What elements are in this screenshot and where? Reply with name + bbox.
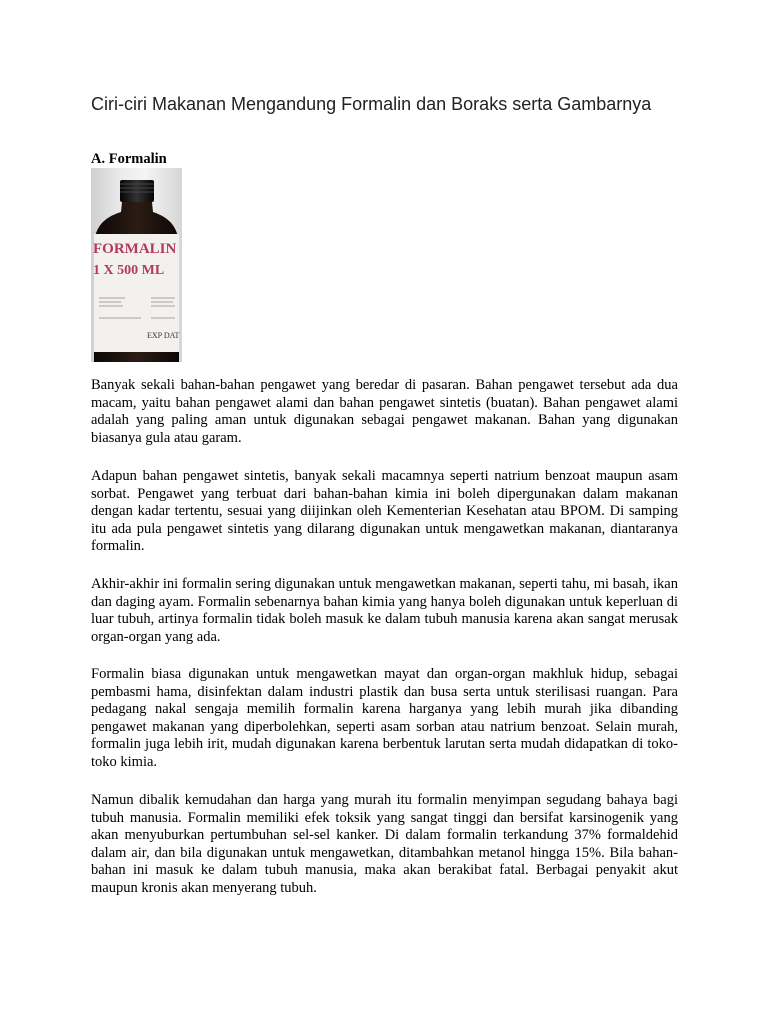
bottle-label-line1: FORMALIN [93, 241, 177, 257]
bottle-label-expiry: EXP DAT [147, 331, 180, 340]
paragraph-5: Namun dibalik kemudahan dan harga yang murah itu formalin menyimpan segudang bahaya bagi tubuh manusia. Formalin memiliki efek toksik yang sangat tinggi dan bersifat karsinogenik yang akan menyuburkan pertumbuhan sel-sel kanker. Di dalam formalin terkandung 37% formaldehid dalam air, dan bila digunakan untuk mengawetkan, ditambahkan metanol hingga 15%. Bila bahan-bahan ini masuk ke dalam tubuh manusia, maka akan berakibat fatal. Berbagai penyakit akut maupun kronis akan menyerang tubuh. [91, 792, 678, 896]
section-heading: A. Formalin [91, 151, 167, 167]
bottle-label-line2: 1 X 500 ML [93, 263, 165, 278]
bottle-cap [120, 180, 154, 202]
paragraph-1: Banyak sekali bahan-bahan pengawet yang beredar di pasaran. Bahan pengawet tersebut ada dua macam, yaitu bahan pengawet alami dan bahan pengawet sintetis (buatan). Bahan pengawet alami adalah yang paling aman untuk digunakan sebagai pengawet makanan. Bahan yang digunakan biasanya gula atau garam. [91, 377, 678, 446]
formalin-bottle-illustration [91, 168, 182, 362]
paragraph-2: Adapun bahan pengawet sintetis, banyak sekali macamnya seperti natrium benzoat maupun asam sorbat. Pengawet yang terbuat dari bahan-bahan kimia ini boleh dipergunakan dalam makanan dengan kadar tertentu, sesuai yang diijinkan oleh Kementerian Kesehatan atau BPOM. Di samping itu ada pula pengawet sintetis yang dilarang digunakan untuk mengawetkan makanan, diantaranya formalin. [91, 468, 678, 554]
formalin-bottle-photo [91, 168, 182, 362]
document-title: Ciri-ciri Makanan Mengandung Formalin dan Boraks serta Gambarnya [91, 94, 652, 114]
paragraph-3: Akhir-akhir ini formalin sering digunakan untuk mengawetkan makanan, seperti tahu, mi basah, ikan dan daging ayam. Formalin sebenarnya bahan kimia yang hanya boleh digunakan untuk keperluan di luar tubuh, artinya formalin tidak boleh masuk ke dalam tubuh manusia karena akan sangat merusak organ-organ yang ada. [91, 576, 678, 645]
paragraph-4: Formalin biasa digunakan untuk mengawetkan mayat dan organ-organ makhluk hidup, sebagai pembasmi hama, disinfektan dalam industri plastik dan busa serta untuk sterilisasi ruangan. Para pedagang nakal sengaja memilih formalin karena harganya yang lebih murah jika dibanding pengawet makanan yang diperbolehkan, seperti asam sorban atau natrium benzoat. Selain murah, formalin juga lebih irit, mudah digunakan karena berbentuk larutan serta mudah didapatkan di toko-toko kimia. [91, 666, 678, 770]
